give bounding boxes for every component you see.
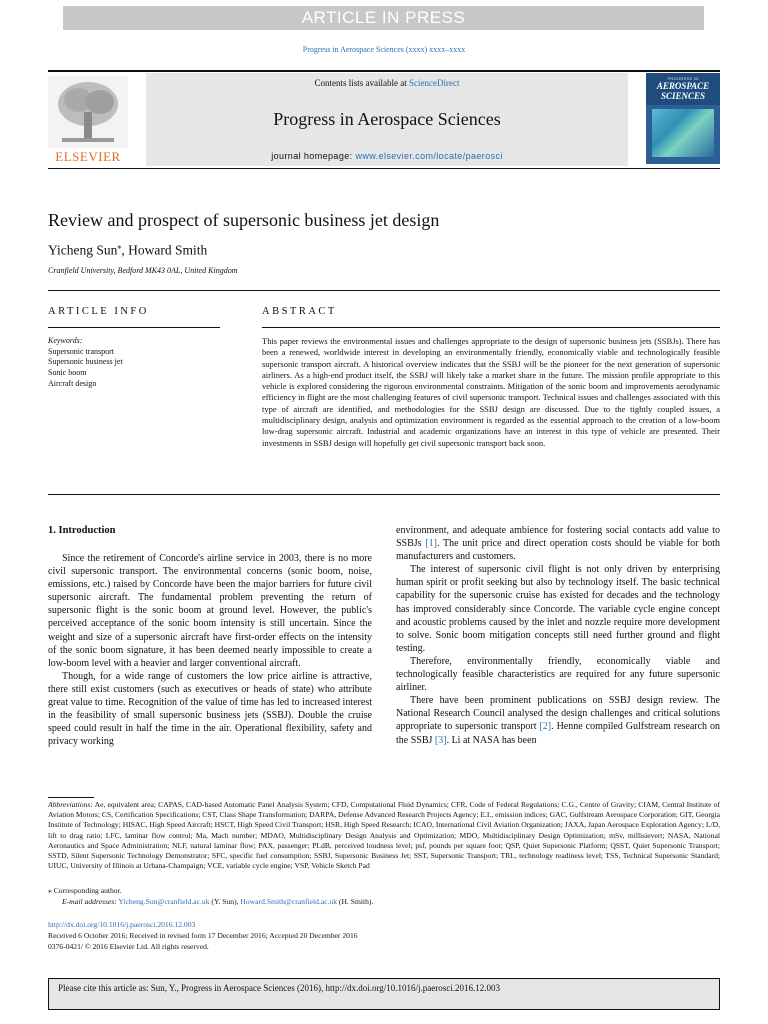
contents-prefix: Contents lists available at: [314, 78, 409, 88]
email-link-smith[interactable]: Howard.Smith@cranfield.ac.uk: [240, 897, 338, 906]
email-label: E-mail addresses:: [62, 897, 117, 906]
header-top-rule: [48, 70, 720, 72]
intro-paragraph: Though, for a wide range of customers the low price airline is attractive, there still exist customers (such as executives or heads of state) who attribute great value to time. Recognition of the value of time has led to increased interest in the feasibility of small supersonic business jets (SSBJ). Double the cruise speed could result in half the time in the air. Operational flexibility, safety and privacy working: [48, 670, 372, 748]
cover-title-line-1: AEROSPACE: [656, 81, 710, 91]
author-sun[interactable]: Yicheng Sun: [48, 242, 118, 258]
received-dates: Received 6 October 2016; Received in revised form 17 December 2016; Accepted 20 December 2016: [48, 931, 358, 940]
abstract-heading: ABSTRACT: [262, 306, 337, 317]
author-smith[interactable]: Howard Smith: [128, 242, 208, 258]
citation-link[interactable]: [3]: [434, 734, 447, 746]
contents-line: [146, 78, 628, 88]
article-info-rule: [48, 327, 220, 328]
abbreviations-label: Abbreviations:: [48, 800, 93, 809]
sciencedirect-link[interactable]: ScienceDirect: [409, 78, 460, 88]
keyword-item: Aircraft design: [48, 379, 97, 388]
text-run: . Li at NASA has been: [446, 734, 537, 746]
abstract-text: This paper reviews the environmental issues and challenges appropriate to the design of supersonic business jets (SSBJs). There has been a renewed, worldwide interest in developing an environmentally friendly, economically viable and technologically feasible supersonic transport aircraft. A historical overview indicates that the SSBJ will be the pioneer for the next generation of supersonic airliners. As a high-end product itself, the SSBJ will likely take a market share in the future. The mission profile appropriate to this vehicle is explored considering the rigorous environmental constraints. Mitigation of the sonic boom and improvements aerodynamic efficiency in flight are the most challenging features of civil supersonic transport. Technical issues and challenges associated with this type of aircraft are identified, and methodologies for the SSBJ design are discussed. Due to the tightly coupled issues, a multidisciplinary design, analysis and optimization environment is regarded as the essential approach to the creation of a low-boom low-drag supersonic aircraft. Industrial and academic organizations have an interest in this type of vehicle are presented. Their investments in SSBJ design will hopefully get civil supersonic transport back soon.: [262, 336, 720, 448]
citation-link[interactable]: [1]: [425, 538, 437, 550]
copyright-line: 0376-0421/ © 2016 Elsevier Ltd. All rights reserved.: [48, 942, 209, 951]
email-owner: (Y. Sun),: [209, 897, 241, 906]
corresponding-author-mark[interactable]: ⁎: [117, 242, 122, 251]
intro-paragraph: The interest of supersonic civil flight is not only driven by enterprising human spirit or profit seeking but also by technology itself. The basic technical capability for the supersonic cruise has existed for decades and the technology has improved considerably since Concorde. The variable cycle engine concept and acoustic problems caused by the inlet and nozzle require more development to solve. Sonic boom mitigation concepts still need further ground and flight testing.: [396, 564, 720, 654]
body-column-left: [48, 552, 372, 748]
body-column-right: [396, 524, 720, 747]
title-bottom-rule: [48, 290, 720, 291]
abstract-rule: [262, 327, 720, 328]
elsevier-wordmark: ELSEVIER: [55, 149, 121, 164]
keyword-item: Sonic boom: [48, 368, 87, 377]
elsevier-logo: [48, 76, 128, 148]
elsevier-tree-icon: [48, 76, 128, 148]
journal-reference-link[interactable]: Progress in Aerospace Sciences (xxxx) xxxx–xxxx: [302, 45, 466, 54]
header-bottom-rule: [48, 168, 720, 169]
intro-paragraph: Therefore, environmentally friendly, economically viable and technologically feasible characteristics are required for any future supersonic airliner.: [396, 655, 720, 694]
abbreviations-footnote: [48, 800, 720, 871]
abbreviations-text: Ae, equivalent area; CAPAS, CAD-based Automatic Panel Analysis System; CFD, Computational Fluid Dynamics; CFR, Code of Federal Regulations; C.G., Centre of Gravity; CIAM, Central Institute of Aviation Motors; CS, Certification Specifications; CST, Class Shape Transformation; DARPA, Defense Advanced Research Projects Agency; E.I., emission indices; GAC, Gulfstream Aerospace Corporation; GIT, Georgia Institute of Technology; HISAC, High Speed Aircraft; HSCT, High Speed Civil Transport; HSR, High Speed Research; ICAO, International Civil Aviation Organization; JAXA, Japan Aerospace Exploration Agency; L/D, lift to drag ratio; LFC, laminar flow control; Ma, Mach number; MDAO, Multidisciplinary Design Analysis and Optimization; MDO, Multidisciplinary Design Optimization; mSv, millisievert; NASA, National Aeronautics and Space Administration; NLF, natural laminar flow; PAX, passenger; PLdB, perceived loudness level; psf, pounds per square foot; QSP, Quiet Supersonic Platform; QSST, Quiet Supersonic Transport; SSTD, Silent Supersonic Technology Demonstrator; SFC, specific fuel consumption; SSBJ, Supersonic Business Jet; SST, Supersonic Transport; TRL, technology readiness level; TSS, Technical Supersonic Standard; UIUC, University of Illinois at Urbana-Champaign; VCE, variable cycle engine; VSP, Vehicle Sketch Pad: [48, 800, 720, 871]
keyword-item: Supersonic business jet: [48, 357, 123, 366]
text-run: . The unit price and direct operation costs should be viable for both manufacturers and customers.: [396, 538, 721, 563]
intro-paragraph: Since the retirement of Concorde's airline service in 2003, there is no more civil supersonic transport. The environmental concerns (sonic boom, noise, emissions, etc.) raised by Concorde have been the major barriers for future civil supersonic aircraft. The fundamental problem preventing the return of supersonic flight is the sonic boom at ground level. However, the public's perceived acceptance of the sonic boom intensity is still uncertain. Since the weight and size of a supersonic aircraft have first-order effects on the intensity of the sonic boom signature, it has been deemed nearly impossible to create a low-boom level with a heavier and larger conventional aircraft.: [48, 553, 372, 669]
email-link-sun[interactable]: Yicheng.Sun@cranfield.ac.uk: [118, 897, 210, 906]
affiliation: Cranfield University, Bedford MK43 0AL, United Kingdom: [48, 266, 238, 275]
text-run: . Henne compiled Gulfstream research on the SSBJ: [396, 721, 720, 746]
keyword-item: Supersonic transport: [48, 347, 114, 356]
keywords-label: Keywords:: [48, 336, 83, 345]
cover-small-text: PROGRESS IN: [667, 76, 699, 81]
text-run: There have been prominent publications on SSBJ design review. The National Research Council analysed the design challenges and critical solutions appropriate to supersonic transport: [396, 695, 720, 733]
doi-link[interactable]: http://dx.doi.org/10.1016/j.paerosci.2016.12.003: [48, 920, 196, 929]
cite-this-article-text: Please cite this article as: Sun, Y., Progress in Aerospace Sciences (2016), http://dx.doi.org/10.1016/j.paerosci.2016.12.003: [58, 983, 501, 993]
journal-title: Progress in Aerospace Sciences: [273, 109, 501, 129]
section-heading-introduction: 1. Introduction: [48, 525, 116, 536]
corresponding-author-note: ⁎ Corresponding author.: [48, 886, 122, 895]
journal-cover-image: [646, 73, 720, 164]
intro-paragraph: [396, 694, 720, 746]
homepage-prefix: journal homepage:: [271, 151, 356, 161]
abstract-bottom-rule: [48, 494, 720, 495]
email-owner: (H. Smith).: [337, 897, 374, 906]
article-in-press-banner: ARTICLE IN PRESS: [63, 6, 704, 30]
cover-title-line-2: SCIENCES: [660, 91, 706, 101]
journal-homepage-line: [146, 151, 628, 161]
cover-artwork: [652, 109, 714, 157]
article-title: Review and prospect of supersonic business jet design: [48, 210, 440, 230]
article-info-heading: ARTICLE INFO: [48, 306, 149, 317]
author-line: [48, 242, 207, 259]
intro-paragraph: [396, 524, 720, 563]
homepage-link[interactable]: www.elsevier.com/locate/paerosci: [355, 151, 503, 161]
footnote-rule: [48, 797, 94, 798]
text-run: environment, and adequate ambience for fostering social contacts add value to SSBJs: [396, 525, 720, 550]
author-separator: ,: [121, 242, 129, 258]
citation-link[interactable]: [2]: [539, 721, 552, 733]
email-line: [62, 897, 373, 906]
